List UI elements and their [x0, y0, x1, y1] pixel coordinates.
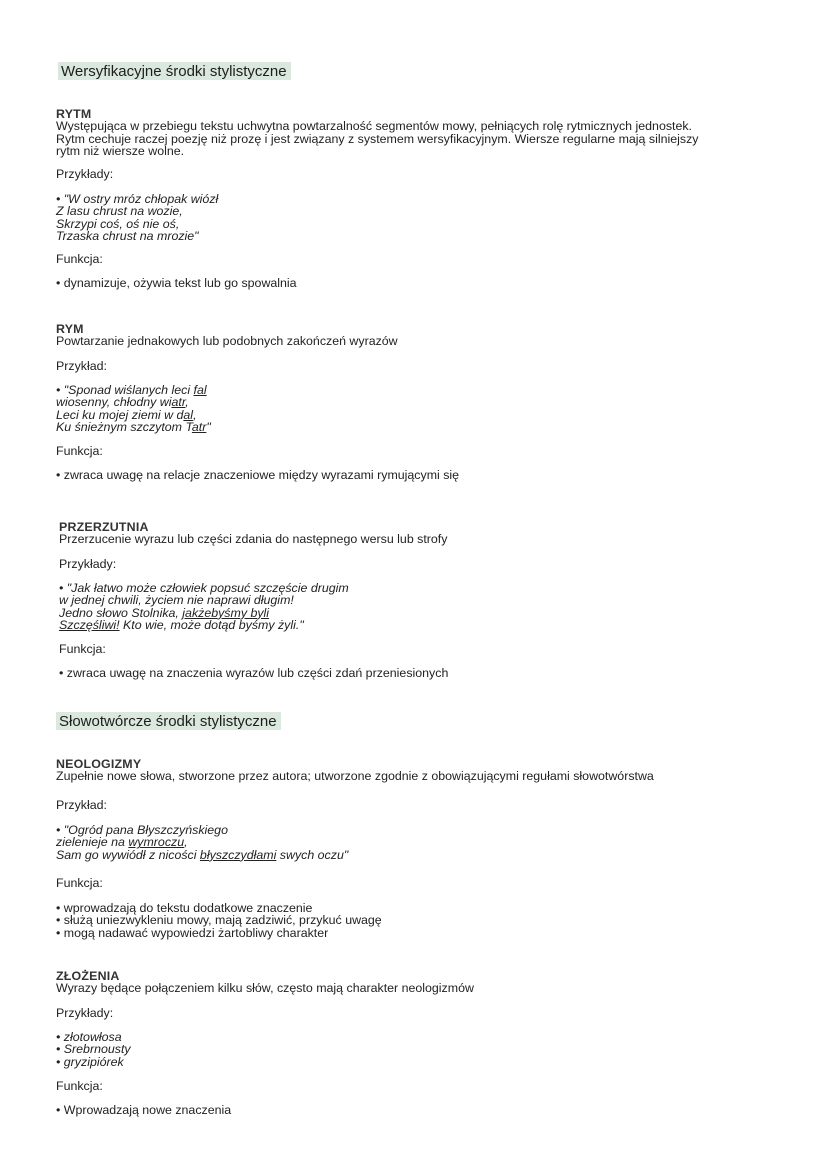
entry-rym — [56, 323, 398, 348]
example-line: Jedno słowo Stolnika, jakżebyśmy byli — [59, 605, 270, 620]
examples-label: Przykłady: — [56, 167, 114, 181]
section-title: Słowotwórcze środki stylistyczne — [56, 712, 281, 730]
example-line: Szczęśliwi! Kto wie, może dotąd byśmy żyli." — [59, 618, 304, 633]
examples-block — [56, 1031, 131, 1068]
example-line: Sam go wywiódł z nicości błyszczydłami swych oczu" — [56, 847, 349, 862]
example-line: w jednej chwili, życiem nie naprawi długim! — [59, 593, 294, 608]
examples-label: Przykłady: — [59, 557, 117, 571]
definition-line: Powtarzanie jednakowych lub podobnych zakończeń wyrazów — [56, 334, 398, 349]
examples-label: Przykład: — [56, 359, 107, 373]
function-label: Funkcja: — [56, 1079, 103, 1093]
function-label: Funkcja: — [56, 444, 103, 458]
entry-term: ZŁOŻENIA — [56, 969, 120, 983]
example-line: • złotowłosa — [56, 1030, 122, 1044]
entry-rytm — [56, 108, 698, 158]
examples-label: Przykłady: — [56, 1006, 114, 1020]
example-line: Z lasu chrust na wozie, — [56, 204, 183, 219]
example-line: • gryzipiórek — [56, 1054, 124, 1069]
section-heading — [58, 64, 291, 79]
examples-block — [56, 193, 218, 243]
example-line: wiosenny, chłodny wiatr, — [56, 395, 189, 410]
entry-term: RYTM — [56, 107, 92, 121]
function-item: • wprowadzają do tekstu dodatkowe znaczenie — [56, 901, 313, 915]
definition-line: Zupełnie nowe słowa, stworzone przez autora; utworzone zgodnie z obowiązującymi regułami słowotwórstwa — [56, 769, 654, 784]
function-item: • zwraca uwagę na relacje znaczeniowe między wyrazami rymującymi się — [56, 468, 460, 482]
function-label: Funkcja: — [56, 252, 103, 266]
examples-block — [56, 824, 348, 861]
examples-block — [59, 582, 349, 632]
function-label: Funkcja: — [56, 876, 103, 890]
example-line: • Srebrnousty — [56, 1042, 131, 1057]
functions-block — [56, 902, 382, 939]
function-item: • mogą nadawać wypowiedzi żartobliwy charakter — [56, 925, 329, 940]
examples-block — [56, 384, 211, 434]
example-line: • "Ogród pana Błyszczyńskiego — [56, 823, 228, 837]
entry-term: NEOLOGIZMY — [56, 757, 142, 771]
definition-line: Rytm cechuje raczej poezję niż prozę i jest związany z systemem wersyfikacyjnym. Wiersze regularne mają silniejszy — [56, 131, 699, 146]
function-item: • Wprowadzają nowe znaczenia — [56, 1103, 232, 1117]
entry-neologizmy — [56, 758, 654, 783]
example-line: • "W ostry mróz chłopak wiózł — [56, 192, 219, 206]
example-line: Skrzypi coś, oś nie oś, — [56, 216, 180, 231]
example-line: Trzaska chrust na mrozie" — [56, 229, 199, 244]
entry-term: RYM — [56, 322, 84, 336]
example-line: Leci ku mojej ziemi w dal, — [56, 407, 197, 422]
entry-term: PRZERZUTNIA — [59, 520, 149, 534]
function-item: • dynamizuje, ożywia tekst lub go spowalnia — [56, 276, 297, 290]
entry-zlozenia — [56, 970, 474, 995]
examples-label: Przykład: — [56, 798, 107, 812]
function-item: • służą uniezwykleniu mowy, mają zadziwić, przykuć uwagę — [56, 913, 382, 928]
section-heading — [56, 714, 281, 729]
function-item: • zwraca uwagę na znaczenia wyrazów lub części zdań przeniesionych — [59, 666, 449, 680]
example-line: • "Jak łatwo może człowiek popsuć szczęście drugim — [59, 581, 349, 595]
definition-line: Przerzucenie wyrazu lub części zdania do następnego wersu lub strofy — [59, 532, 448, 547]
definition-line: Występująca w przebiegu tekstu uchwytna powtarzalność segmentów mowy, pełniących rolę rytmicznych jednostek. — [56, 119, 692, 134]
entry-przerzutnia — [59, 521, 447, 546]
function-label: Funkcja: — [59, 642, 106, 656]
example-line: zielenieje na wymroczu, — [56, 835, 188, 850]
definition-line: rytm niż wiersze wolne. — [56, 144, 185, 159]
definition-line: Wyrazy będące połączeniem kilku słów, często mają charakter neologizmów — [56, 981, 474, 996]
section-title: Wersyfikacyjne środki stylistyczne — [58, 62, 291, 80]
example-line: • "Sponad wiślanych leci fal — [56, 383, 207, 397]
example-line: Ku śnieżnym szczytom Tatr" — [56, 420, 211, 435]
